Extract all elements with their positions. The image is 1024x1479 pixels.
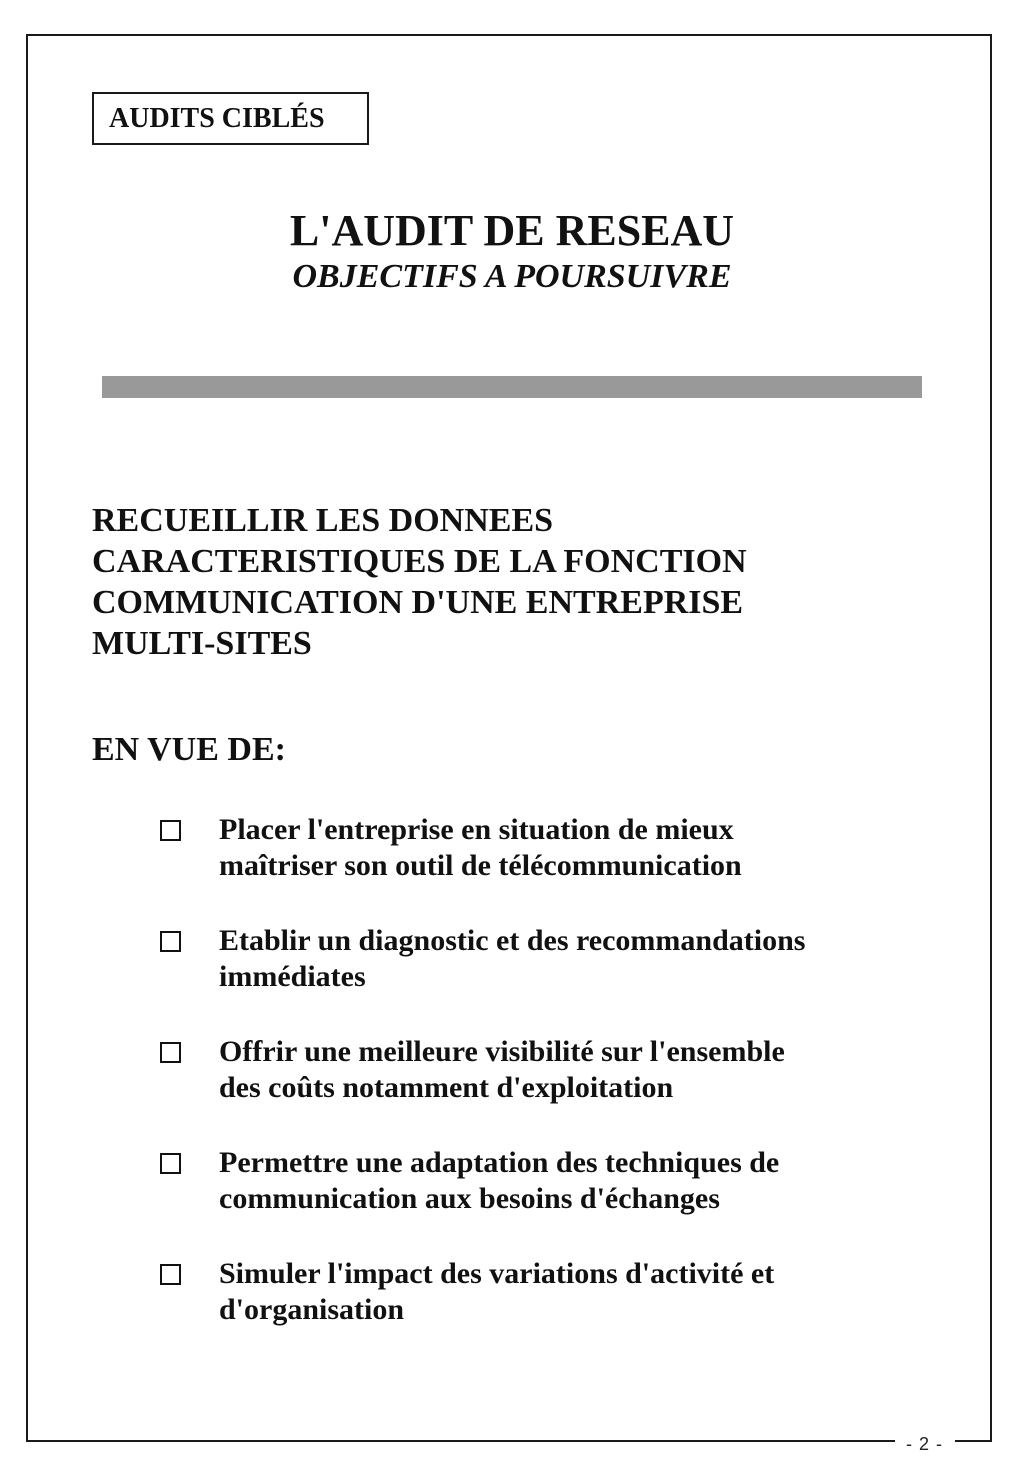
list-item (160, 812, 960, 923)
objective-line: immédiates (219, 960, 366, 993)
lead-line: MULTI-SITES (92, 625, 312, 662)
lead-line: CARACTERISTIQUES DE LA FONCTION (92, 543, 747, 580)
list-item (160, 923, 960, 1034)
objective-line: Simuler l'impact des variations d'activité et (219, 1257, 775, 1290)
divider-bar (102, 376, 922, 398)
page-subtitle: OBJECTIFS A POURSUIVRE (292, 258, 732, 295)
objective-line: Offrir une meilleure visibilité sur l'ensemble (219, 1035, 785, 1068)
page-number: - 2 - (906, 1434, 944, 1454)
list-item (160, 1145, 960, 1256)
empty-square-checkbox-icon (160, 1153, 181, 1174)
title-block (0, 205, 1024, 297)
objective-line: Placer l'entreprise en situation de mieux (219, 813, 734, 846)
empty-square-checkbox-icon (160, 931, 181, 952)
lead-line: RECUEILLIR LES DONNEES (92, 502, 554, 539)
list-item (160, 1034, 960, 1145)
objective-line: Permettre une adaptation des techniques de (219, 1146, 780, 1179)
empty-square-checkbox-icon (160, 1264, 181, 1285)
section-tag-label: AUDITS CIBLÉS (109, 102, 325, 134)
page-title: L'AUDIT DE RESEAU (289, 206, 735, 255)
lead-statement (92, 500, 952, 664)
objective-text (219, 923, 805, 995)
objective-text (219, 1145, 779, 1217)
objective-text (219, 812, 742, 884)
objective-line: d'organisation (219, 1293, 405, 1326)
purpose-heading: EN VUE DE: (92, 731, 286, 768)
objective-line: Etablir un diagnostic et des recommandations (219, 924, 806, 957)
empty-square-checkbox-icon (160, 1042, 181, 1063)
objective-text (219, 1256, 774, 1328)
objective-text (219, 1034, 785, 1106)
lead-line: COMMUNICATION D'UNE ENTREPRISE (92, 584, 744, 621)
list-item (160, 1256, 960, 1367)
objective-line: des coûts notamment d'exploitation (219, 1071, 674, 1104)
objectives-list (160, 812, 960, 1367)
section-tag (92, 92, 369, 145)
objective-line: communication aux besoins d'échanges (219, 1182, 720, 1215)
empty-square-checkbox-icon (160, 820, 181, 841)
objective-line: maîtriser son outil de télécommunication (219, 849, 742, 882)
